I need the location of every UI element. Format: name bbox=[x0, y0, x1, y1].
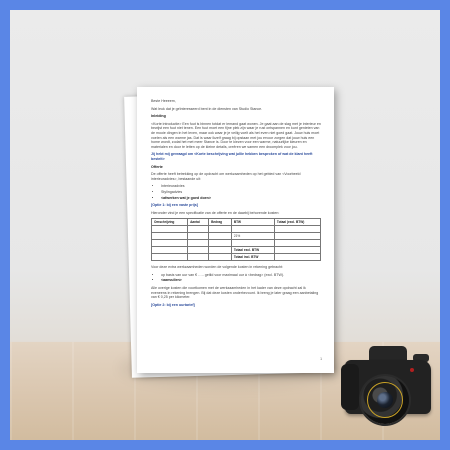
quote-table bbox=[151, 218, 321, 261]
table-cell: Totaal incl. BTW bbox=[231, 254, 274, 261]
table-cell bbox=[152, 254, 188, 261]
table-cell bbox=[209, 247, 232, 254]
table-cell bbox=[152, 226, 188, 233]
table-cell bbox=[188, 247, 209, 254]
table-cell bbox=[188, 254, 209, 261]
table-cell bbox=[209, 226, 232, 233]
table-cell bbox=[231, 240, 274, 247]
table-cell bbox=[274, 226, 320, 233]
table-header-row bbox=[152, 219, 321, 226]
section-heading-offer: Offerte bbox=[151, 164, 163, 169]
table-cell bbox=[231, 226, 274, 233]
offer-item: • Stylingadvies bbox=[161, 190, 321, 195]
option1-text: Hieronder vind je een specificatie van de offerte en de daarbij behorende kosten: bbox=[151, 210, 280, 215]
table-cell bbox=[274, 247, 320, 254]
table-cell bbox=[188, 226, 209, 233]
table-row bbox=[152, 233, 321, 240]
option1-heading: [Optie 1: bij een vaste prijs] bbox=[151, 203, 198, 208]
table-cell: 21% bbox=[231, 233, 274, 240]
intro-paragraph: <Korte introductie> Een fuut is binnen totdat er iemand gaat wonen. Je gaat aan de slag met je interieur en bewijst een fuut niet tenen. Een fuut moet een fijne plek zijn waar je rust ontspannen en kunt genieten van de mooie dingen in het leven, maar ook waar je je veilig voelt als het even niet goed gaat. Jouw huis moet voelen als een warme jas. Dat is waar ikzelf graag bij opstaan met jou ervoor zorgen dat jouw huis een home wordt, zodat het met meer Stance is. Door te kiezen voor een warme, natuurlijke kleuren en materialen en door te letten op de kleine details, creëren we samen een droomplek voor jou. bbox=[151, 121, 321, 149]
table-row bbox=[152, 240, 321, 247]
page-number: 1 bbox=[320, 357, 322, 361]
table-cell bbox=[274, 233, 320, 240]
camera-lens-glass bbox=[377, 392, 393, 408]
option2-text: Voor deze extra werkzaamheden worden de volgende kosten in rekening gebracht: bbox=[151, 265, 284, 270]
option2-item: • op basis van uur van € ….. getild voor maximaal uur á <bedrag> (excl. BTW). bbox=[161, 273, 321, 278]
table-cell bbox=[188, 240, 209, 247]
table-cell bbox=[209, 254, 232, 261]
table-header: BTW bbox=[231, 219, 274, 226]
offer-list bbox=[151, 184, 321, 200]
table-header: Aantal bbox=[188, 219, 209, 226]
option2-list bbox=[151, 273, 321, 283]
table-cell bbox=[152, 247, 188, 254]
table-cell: Totaal excl. BTW bbox=[231, 247, 274, 254]
table-cell bbox=[152, 233, 188, 240]
table-row bbox=[152, 226, 321, 233]
table-cell bbox=[274, 254, 320, 261]
request-line: Jij hebt mij gevraagd om <Korte beschrijving wat jullie hebben besproken of wat de klant heeft bestelt> bbox=[151, 152, 313, 161]
table-cell bbox=[209, 240, 232, 247]
closing-paragraph: Alle overige kosten die voortkomen met de werkzaamheden in het kader van deze opdracht zal ik eveneens in rekening brengen. Bij dat deze kosten onderhevount. Ik breng je later graag een aanbetaling van € 0,25 per kilometer. bbox=[151, 286, 319, 300]
camera-red-dot bbox=[410, 368, 414, 372]
offer-item: • <afwerken wat je goed doen> bbox=[161, 196, 321, 201]
camera-icon bbox=[337, 338, 440, 440]
intro-text: Wat leuk dat je geïnteresseerd bent in de diensten van Studio Stance. bbox=[151, 106, 263, 111]
table-cell bbox=[209, 233, 232, 240]
table-row bbox=[152, 247, 321, 254]
table-cell bbox=[188, 233, 209, 240]
table-header: Omschrijving bbox=[152, 219, 188, 226]
table-cell bbox=[274, 240, 320, 247]
table-header: Totaal (excl. BTW) bbox=[274, 219, 320, 226]
document-body bbox=[151, 99, 321, 310]
offer-item: • Interieuradvies bbox=[161, 184, 321, 189]
camera-grip bbox=[341, 364, 359, 410]
option2-item: • <aanvullen> bbox=[161, 278, 321, 283]
table-cell bbox=[152, 240, 188, 247]
greeting: Beste Heeeem, bbox=[151, 99, 176, 103]
table-row bbox=[152, 254, 321, 261]
offer-paragraph: De offerte heeft betrekking op de opdracht om werkzaamheden op het gebied van <Voorbeeld interieuradvies>, bestaande uit: bbox=[151, 172, 301, 181]
document-page bbox=[137, 87, 334, 373]
product-scene bbox=[10, 10, 440, 440]
section-heading-intro: Inleiding bbox=[151, 114, 166, 119]
option2-heading: [Optie 2: bij een uurtarief] bbox=[151, 302, 195, 307]
table-header: Bedrag bbox=[209, 219, 232, 226]
